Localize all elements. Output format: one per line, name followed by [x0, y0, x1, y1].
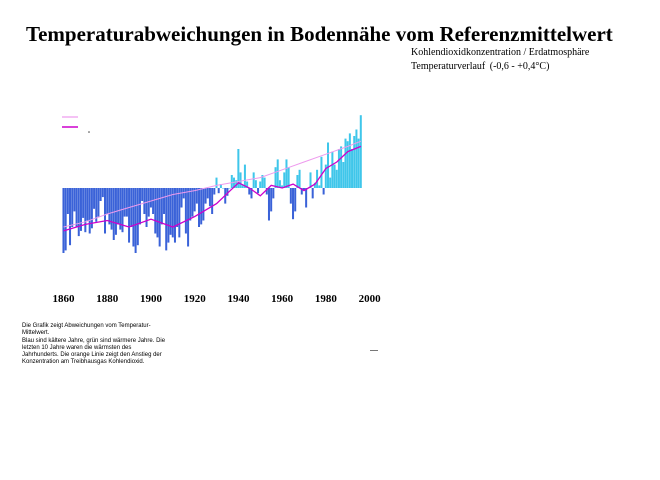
bar — [67, 188, 69, 214]
bar — [340, 146, 342, 188]
bar — [111, 188, 113, 230]
bar — [137, 188, 139, 245]
caption-line: Jahrhunderts. Die orange Linie zeigt den Anstieg der — [22, 352, 162, 359]
bar — [119, 188, 121, 230]
caption-line: letzten 10 Jahre waren die wärmsten des — [22, 344, 132, 351]
chart-title: Temperaturabweichungen in Bodennähe vom Referenzmittelwert — [26, 22, 613, 46]
bar — [163, 188, 165, 214]
bar — [65, 188, 67, 250]
bar — [255, 180, 257, 188]
bar — [93, 188, 95, 209]
stray-mark — [370, 350, 378, 351]
bar — [100, 188, 102, 201]
bar — [358, 139, 360, 188]
bar — [106, 188, 108, 214]
bar — [316, 170, 318, 188]
bar — [351, 149, 353, 188]
bar — [272, 188, 274, 198]
bar — [292, 188, 294, 219]
caption-line: Mittelwert. — [22, 330, 50, 337]
bar — [344, 139, 346, 188]
bar — [290, 188, 292, 204]
bar — [154, 188, 156, 234]
bar — [69, 188, 71, 245]
bar — [222, 188, 224, 189]
bar — [323, 188, 325, 195]
bar — [229, 188, 231, 189]
bar — [334, 165, 336, 188]
bar — [331, 152, 333, 188]
legend-temperature-label: Temperaturverlauf — [411, 61, 486, 72]
bar — [338, 149, 340, 188]
legend-temperature-range: (-0,6 - +0,4°C) — [489, 61, 550, 72]
bar — [187, 188, 189, 247]
x-tick-label: 1860 — [52, 293, 75, 305]
bar — [218, 188, 220, 193]
bar — [128, 188, 130, 243]
bar — [97, 188, 99, 217]
bar — [80, 188, 82, 231]
bar — [124, 188, 126, 217]
bar — [73, 188, 75, 211]
caption-line: Die Grafik zeigt Abweichungen vom Temperatur- — [22, 323, 151, 329]
x-tick-label: 2000 — [358, 293, 381, 305]
bar — [200, 188, 202, 224]
bar — [327, 143, 329, 189]
bar — [264, 178, 266, 188]
bar — [285, 159, 287, 188]
bar — [89, 188, 91, 234]
bar — [259, 182, 261, 189]
bar — [78, 188, 80, 236]
bar — [198, 188, 200, 227]
x-tick-label: 1880 — [96, 293, 119, 305]
bar — [257, 188, 259, 193]
bar — [283, 172, 285, 188]
bar — [244, 165, 246, 188]
bar — [172, 188, 174, 237]
bar — [299, 170, 301, 188]
bar — [213, 188, 215, 195]
bar — [183, 188, 185, 198]
bar — [113, 188, 115, 240]
bar — [126, 188, 128, 217]
bar — [156, 188, 158, 237]
x-tick-label: 1900 — [140, 293, 162, 305]
bar — [104, 188, 106, 234]
bar — [102, 188, 104, 197]
bar — [178, 188, 180, 237]
bar — [87, 188, 89, 221]
caption-line: Konzentration am Treibhausgas Kohlendioxid. — [22, 359, 145, 366]
bar-group — [62, 115, 361, 253]
bar — [84, 188, 86, 232]
bar — [253, 172, 255, 188]
legend-marker-dot — [88, 131, 90, 133]
bar — [305, 188, 307, 208]
x-tick-label: 1960 — [271, 293, 294, 305]
bar — [205, 188, 207, 204]
bar — [174, 188, 176, 243]
bar — [143, 188, 145, 214]
bar — [76, 188, 78, 227]
bar — [185, 188, 187, 234]
x-tick-label: 1940 — [227, 293, 250, 305]
bar — [349, 133, 351, 188]
x-tick-label: 1920 — [183, 293, 206, 305]
bar — [355, 130, 357, 189]
caption-line: Blau sind kältere Jahre, grün sind wärmere Jahre. Die — [22, 337, 166, 344]
bar — [135, 188, 137, 253]
x-axis-labels — [0, 293, 660, 309]
chart-caption — [22, 323, 200, 367]
bar — [347, 141, 349, 188]
bar — [231, 175, 233, 188]
bar — [207, 188, 209, 198]
bar — [320, 157, 322, 188]
bar — [240, 172, 242, 188]
bar — [165, 188, 167, 250]
bar — [216, 178, 218, 188]
bar — [82, 188, 84, 218]
bar — [312, 188, 314, 198]
bar — [194, 188, 196, 211]
bar — [159, 188, 161, 247]
bar — [117, 188, 119, 224]
bar — [329, 178, 331, 188]
bar — [209, 188, 211, 206]
bar — [71, 188, 73, 227]
bar — [161, 188, 163, 224]
x-tick-label: 1980 — [314, 293, 337, 305]
bar — [141, 188, 143, 201]
bar — [268, 188, 270, 221]
bar — [189, 188, 191, 221]
bar — [275, 167, 277, 188]
bar — [91, 188, 93, 228]
bar — [132, 188, 134, 247]
bar — [294, 188, 296, 211]
legend-co2-label: Kohlendioxidkonzentration / Erdatmosphäre — [411, 47, 590, 58]
bar — [270, 188, 272, 211]
bar — [318, 185, 320, 188]
bar — [181, 188, 183, 208]
bar — [211, 188, 213, 214]
bar — [342, 162, 344, 188]
bar — [62, 188, 64, 253]
bar — [150, 188, 152, 208]
bar — [191, 188, 193, 217]
bar — [139, 188, 141, 224]
bar — [360, 115, 362, 188]
bar — [95, 188, 97, 222]
bar — [202, 188, 204, 221]
bar — [336, 170, 338, 188]
bar — [277, 159, 279, 188]
bar — [108, 188, 110, 224]
